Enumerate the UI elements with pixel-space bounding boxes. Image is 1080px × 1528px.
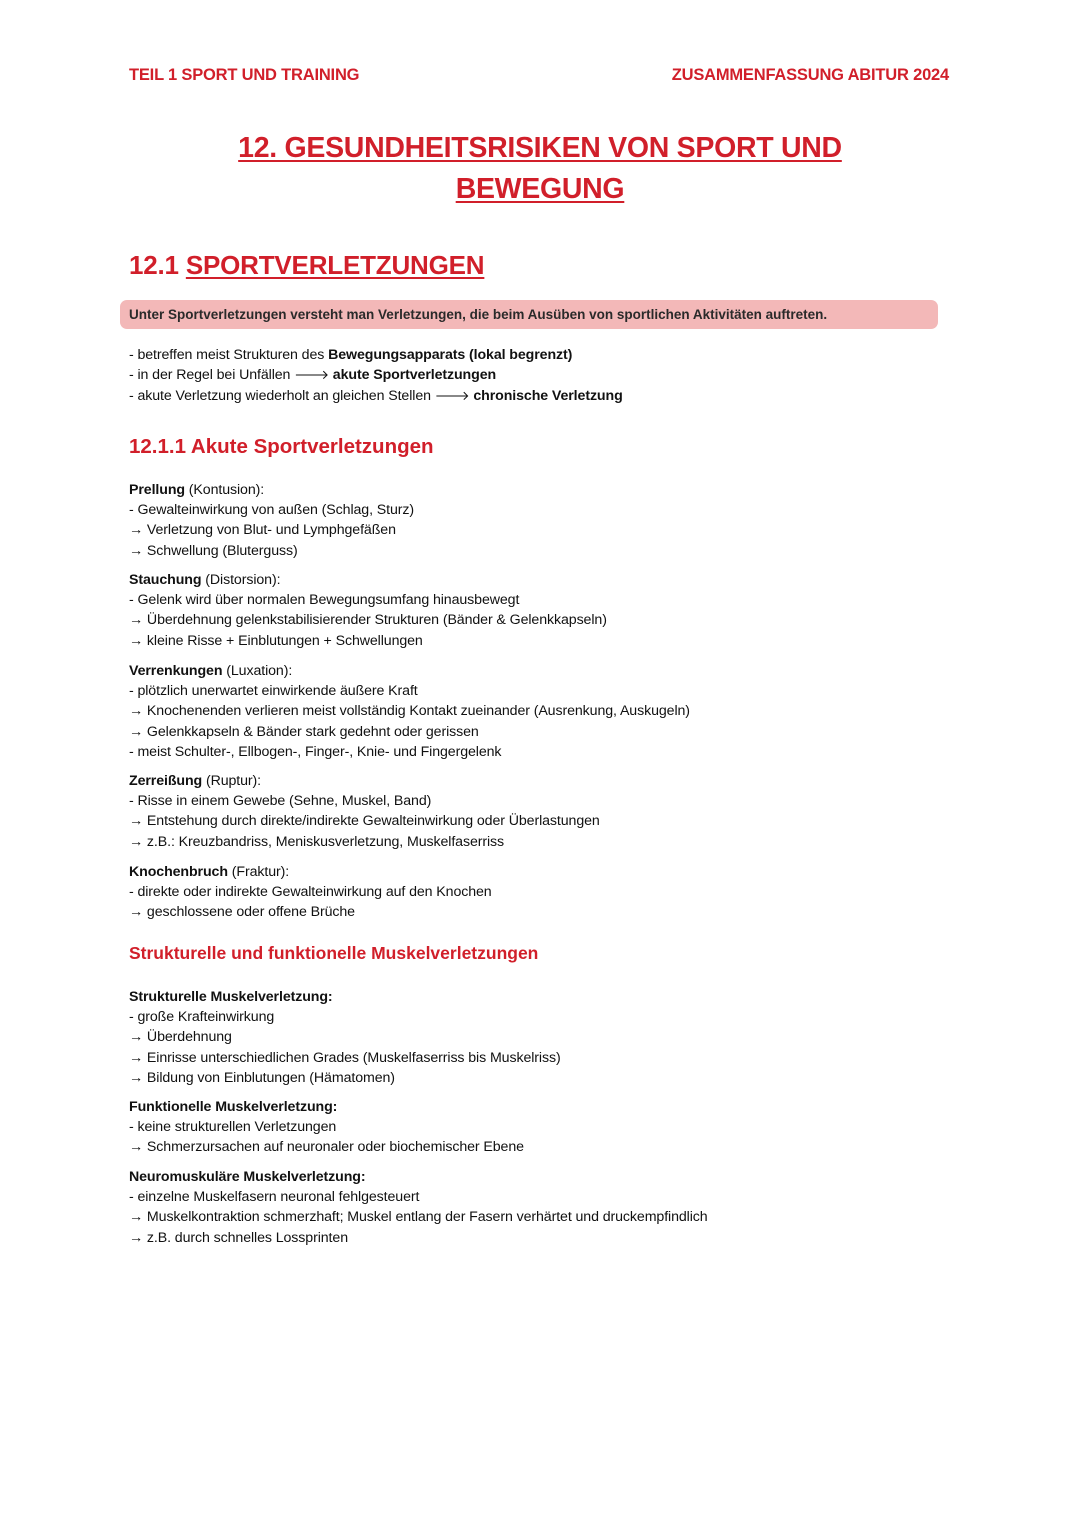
section-heading [129,250,484,281]
list-item: → Verletzung von Blut- und Lymphgefäßen [129,522,396,539]
injury-heading: Stauchung (Distorsion): [129,572,281,588]
list-item: - einzelne Muskelfasern neuronal fehlgesteuert [129,1189,420,1206]
list-item: → Gelenkkapseln & Bänder stark gedehnt oder gerissen [129,723,479,740]
injury-verrenkungen [129,661,690,762]
list-item: → Überdehnung [129,1029,232,1046]
list-item: → Knochenenden verlieren meist vollständig Kontakt zueinander (Ausrenkung, Auskugeln) [129,703,690,720]
muscle-heading: Funktionelle Muskelverletzung: [129,1099,338,1115]
injury-heading: Verrenkungen (Luxation): [129,663,293,679]
list-item: - Gewalteinwirkung von außen (Schlag, Sturz) [129,502,414,519]
title-line-1: 12. GESUNDHEITSRISIKEN VON SPORT UND [238,132,842,164]
arrow-icon: 🡒 [434,389,470,405]
list-item: - keine strukturellen Verletzungen [129,1119,337,1136]
list-item: - große Krafteinwirkung [129,1009,275,1026]
list-item: → z.B.: Kreuzbandriss, Meniskusverletzung, Muskelfaserriss [129,833,505,850]
header-right: ZUSAMMENFASSUNG ABITUR 2024 [671,66,949,84]
muscle-neuromuskulaer [129,1167,708,1248]
section-number: 12.1 [129,250,179,280]
list-item: → kleine Risse + Einblutungen + Schwellungen [129,632,423,649]
bullet-1: - betreffen meist Strukturen des Bewegungsapparats (lokal begrenzt) [129,347,573,363]
list-item: - Risse in einem Gewebe (Sehne, Muskel, Band) [129,793,432,810]
list-item: → z.B. durch schnelles Lossprinten [129,1229,348,1246]
injury-stauchung [129,570,607,651]
injury-knochenbruch [129,862,492,923]
subsection-title: 12.1.1 Akute Sportverletzungen [129,435,434,458]
list-item: → Überdehnung gelenkstabilisierender Strukturen (Bänder & Gelenkkapseln) [129,612,607,629]
injury-zerreissung [129,771,600,852]
page-title [0,128,1080,210]
muscle-strukturell [129,987,561,1088]
arrow-icon: 🡒 [294,368,329,384]
title-line-2: BEWEGUNG [455,173,625,205]
list-item: → Schwellung (Bluterguss) [129,542,298,559]
list-item: → Schmerzursachen auf neuronaler oder biochemischer Ebene [129,1139,524,1156]
injury-prellung [129,480,414,561]
muscle-heading: Neuromuskuläre Muskelverletzung: [129,1169,366,1185]
page-header [129,66,949,85]
list-item: - Gelenk wird über normalen Bewegungsumfang hinausbewegt [129,592,520,609]
list-item: → Einrisse unterschiedlichen Grades (Muskelfaserriss bis Muskelriss) [129,1049,561,1066]
list-item: - meist Schulter-, Ellbogen-, Finger-, Knie- und Fingergelenk [129,743,502,760]
list-item: - plötzlich unerwartet einwirkende äußere Kraft [129,683,418,700]
muscle-funktionell [129,1097,524,1158]
definition-box: Unter Sportverletzungen versteht man Verletzungen, die beim Ausüben von sportlichen Aktivitäten auftreten. [120,300,938,329]
section-bullets [129,345,623,408]
muscle-heading: Strukturelle Muskelverletzung: [129,989,333,1005]
list-item: - direkte oder indirekte Gewalteinwirkung auf den Knochen [129,884,492,901]
bullet-2: - in der Regel bei Unfällen 🡒 akute Sportverletzungen [129,367,497,384]
section-title: SPORTVERLETZUNGEN [185,250,485,280]
list-item: → Entstehung durch direkte/indirekte Gewalteinwirkung oder Überlastungen [129,813,600,830]
injury-heading: Zerreißung (Ruptur): [129,773,262,789]
header-left: TEIL 1 SPORT UND TRAINING [129,66,360,84]
list-item: → Muskelkontraktion schmerzhaft; Muskel entlang der Fasern verhärtet und druckempfindlich [129,1209,708,1226]
list-item: → geschlossene oder offene Brüche [129,904,355,921]
bullet-3: - akute Verletzung wiederholt an gleichen Stellen 🡒 chronische Verletzung [129,388,623,405]
injury-heading: Knochenbruch (Fraktur): [129,864,290,880]
list-item: → Bildung von Einblutungen (Hämatomen) [129,1069,395,1086]
muscle-section-title: Strukturelle und funktionelle Muskelverletzungen [129,943,539,963]
injury-heading: Prellung (Kontusion): [129,482,265,498]
